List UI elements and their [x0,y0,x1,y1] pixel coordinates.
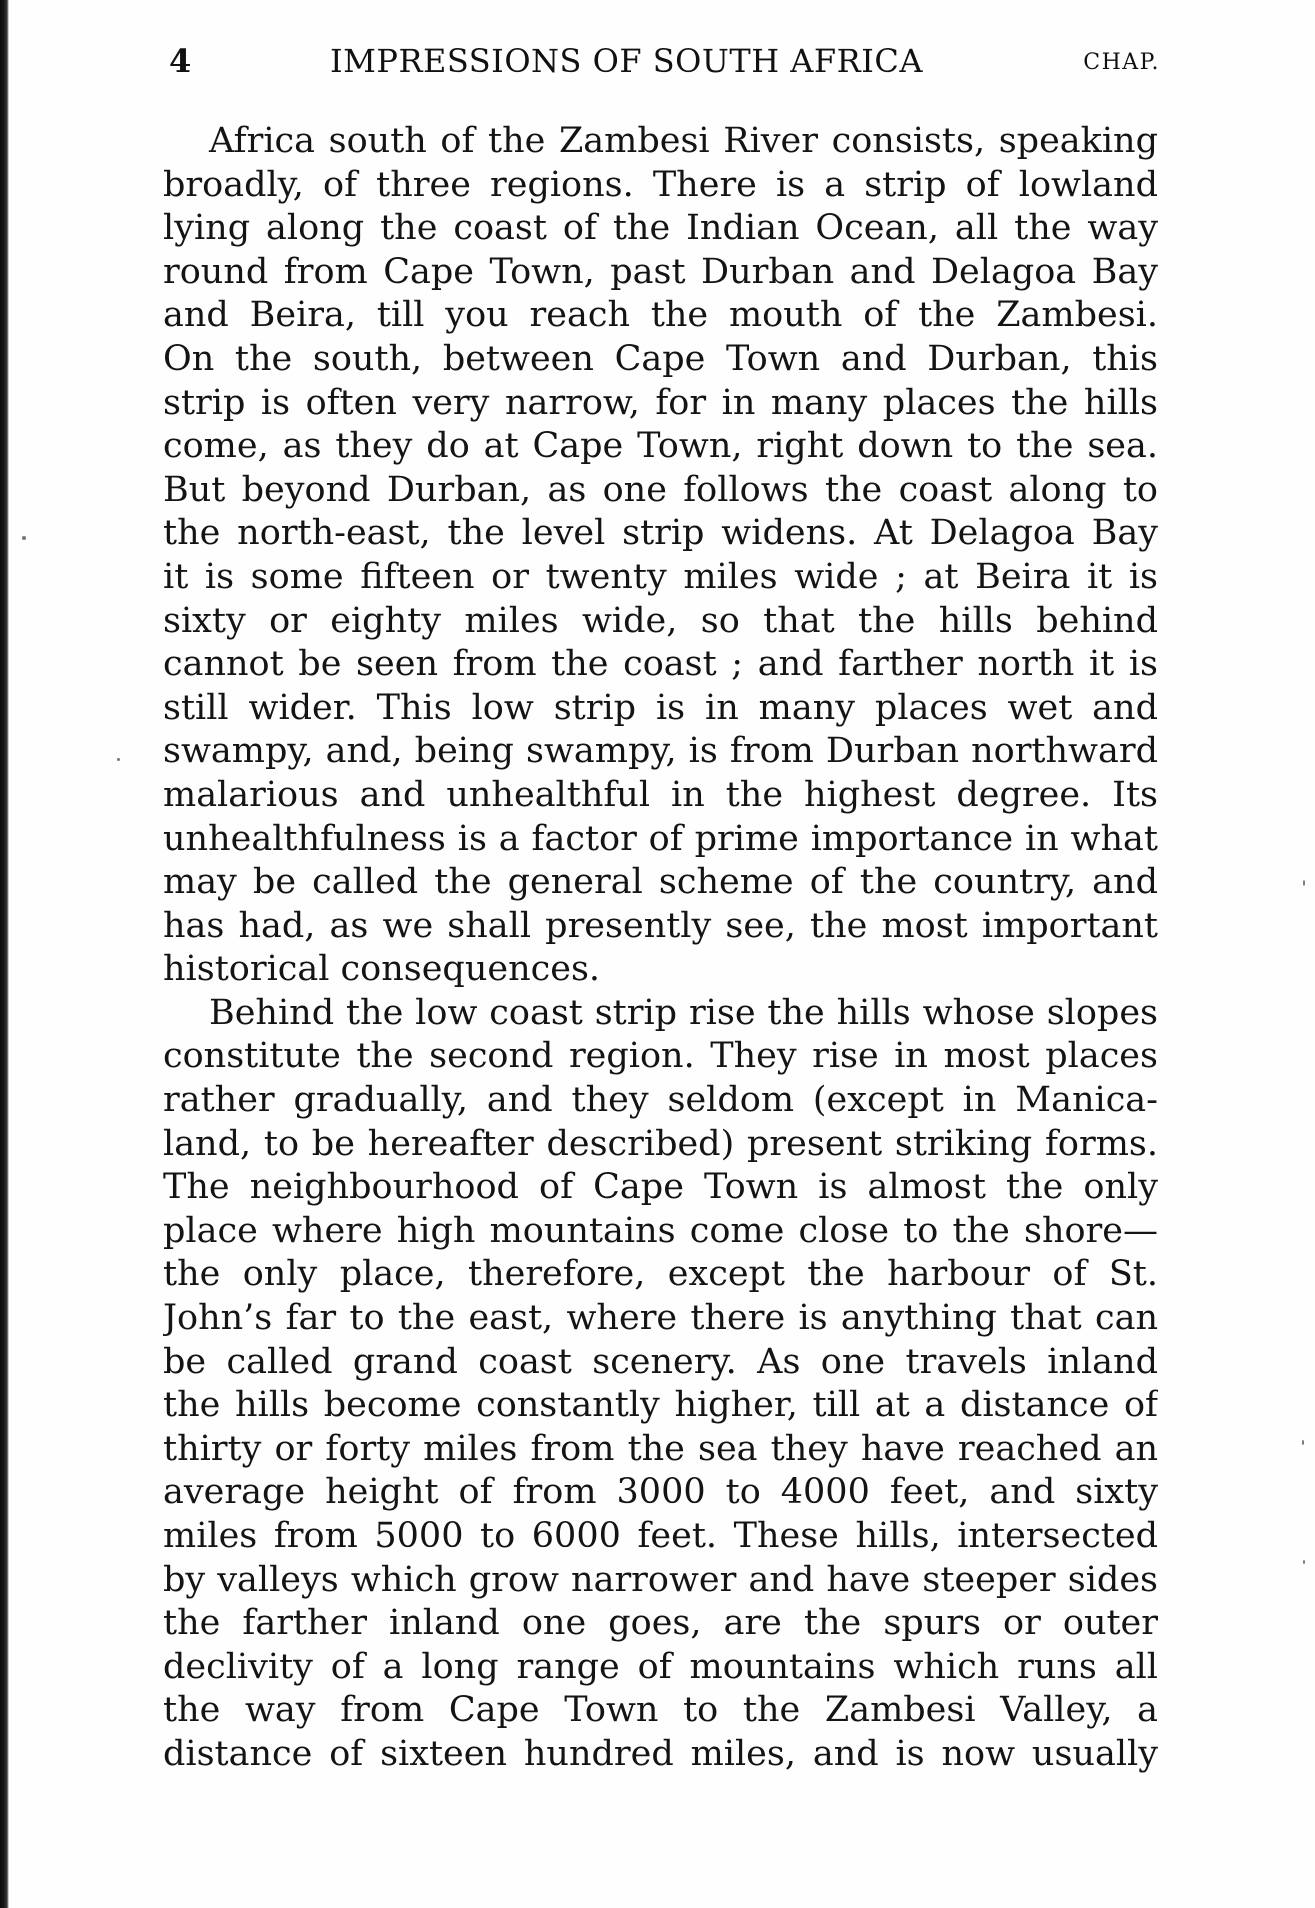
scan-speck [117,758,120,761]
text-line: miles from 5000 to 6000 feet. These hills, intersected [163,1516,1158,1556]
text-line: malarious and unhealthful in the highest degree. Its [163,774,1158,815]
text-line: Africa south of the Zambesi River consists, speaking [209,121,1158,161]
paragraph-1 [163,120,1158,992]
text-line: John’s far to the east, where there is anything that can [163,1298,1158,1339]
text-line: come, as they do at Cape Town, right down to the sea. [163,426,1158,467]
running-title: IMPRESSIONS OF SOUTH AFRICA [330,42,923,80]
text-line: has had, as we shall presently see, the most important [163,905,1158,946]
body-text [163,120,1158,1777]
text-line: place where high mountains come close to the shore— [163,1210,1158,1251]
text-line: On the south, between Cape Town and Durban, this [163,338,1158,379]
chapter-label: CHAP. [1083,50,1160,75]
text-line: The neighbourhood of Cape Town is almost the only [163,1167,1158,1208]
text-line: unhealthfulness is a factor of prime importance in what [163,818,1158,859]
text-line: thirty or forty miles from the sea they have reached an [163,1428,1158,1469]
text-line: cannot be seen from the coast ; and farther north it is [163,644,1158,685]
paragraph-2 [163,992,1158,1777]
text-line: declivity of a long range of mountains which runs all [163,1646,1158,1687]
text-line: the way from Cape Town to the Zambesi Valley, a [163,1690,1158,1731]
text-line: Behind the low coast strip rise the hills whose slopes [209,992,1158,1033]
text-line: it is some fifteen or twenty miles wide ; at Beira it is [163,556,1158,597]
text-line: still wider. This low strip is in many places wet and [163,687,1158,728]
text-line: the hills become constantly higher, till at a distance of [163,1385,1158,1426]
text-line: sixty or eighty miles wide, so that the hills behind [163,600,1158,641]
text-line: But beyond Durban, as one follows the coast along to [163,469,1158,510]
running-header [165,42,1160,92]
page-number: 4 [169,42,192,80]
scan-speck [1302,1440,1304,1445]
text-line: distance of sixteen hundred miles, and is now usually [163,1733,1158,1774]
text-line: constitute the second region. They rise in most places [163,1036,1158,1077]
text-line: swampy, and, being swampy, is from Durban northward [163,731,1158,772]
text-line: the only place, therefore, except the harbour of St. [163,1254,1158,1295]
text-line: round from Cape Town, past Durban and Delagoa Bay [163,251,1158,292]
text-line: historical consequences. [163,949,601,990]
text-line: and Beira, till you reach the mouth of the Zambesi. [163,295,1158,336]
text-line: broadly, of three regions. There is a strip of lowland [163,164,1158,205]
binding-edge [0,0,9,1908]
text-line: lying along the coast of the Indian Ocean, all the way [163,208,1158,249]
text-line: by valleys which grow narrower and have steeper sides [163,1559,1158,1600]
text-line: strip is often very narrow, for in many places the hills [163,382,1158,423]
text-line: the farther inland one goes, are the spurs or outer [163,1603,1158,1644]
text-line: land, to be hereafter described) present striking forms. [163,1123,1158,1164]
text-line: be called grand coast scenery. As one travels inland [163,1341,1158,1382]
text-line: the north-east, the level strip widens. At Delagoa Bay [163,513,1158,554]
scan-speck [22,536,26,540]
scan-speck [1303,880,1305,886]
text-line: rather gradually, and they seldom (except in Manica- [163,1080,1158,1121]
scan-speck [1303,1560,1305,1564]
text-line: may be called the general scheme of the country, and [163,862,1158,903]
text-line: average height of from 3000 to 4000 feet, and sixty [163,1472,1158,1513]
